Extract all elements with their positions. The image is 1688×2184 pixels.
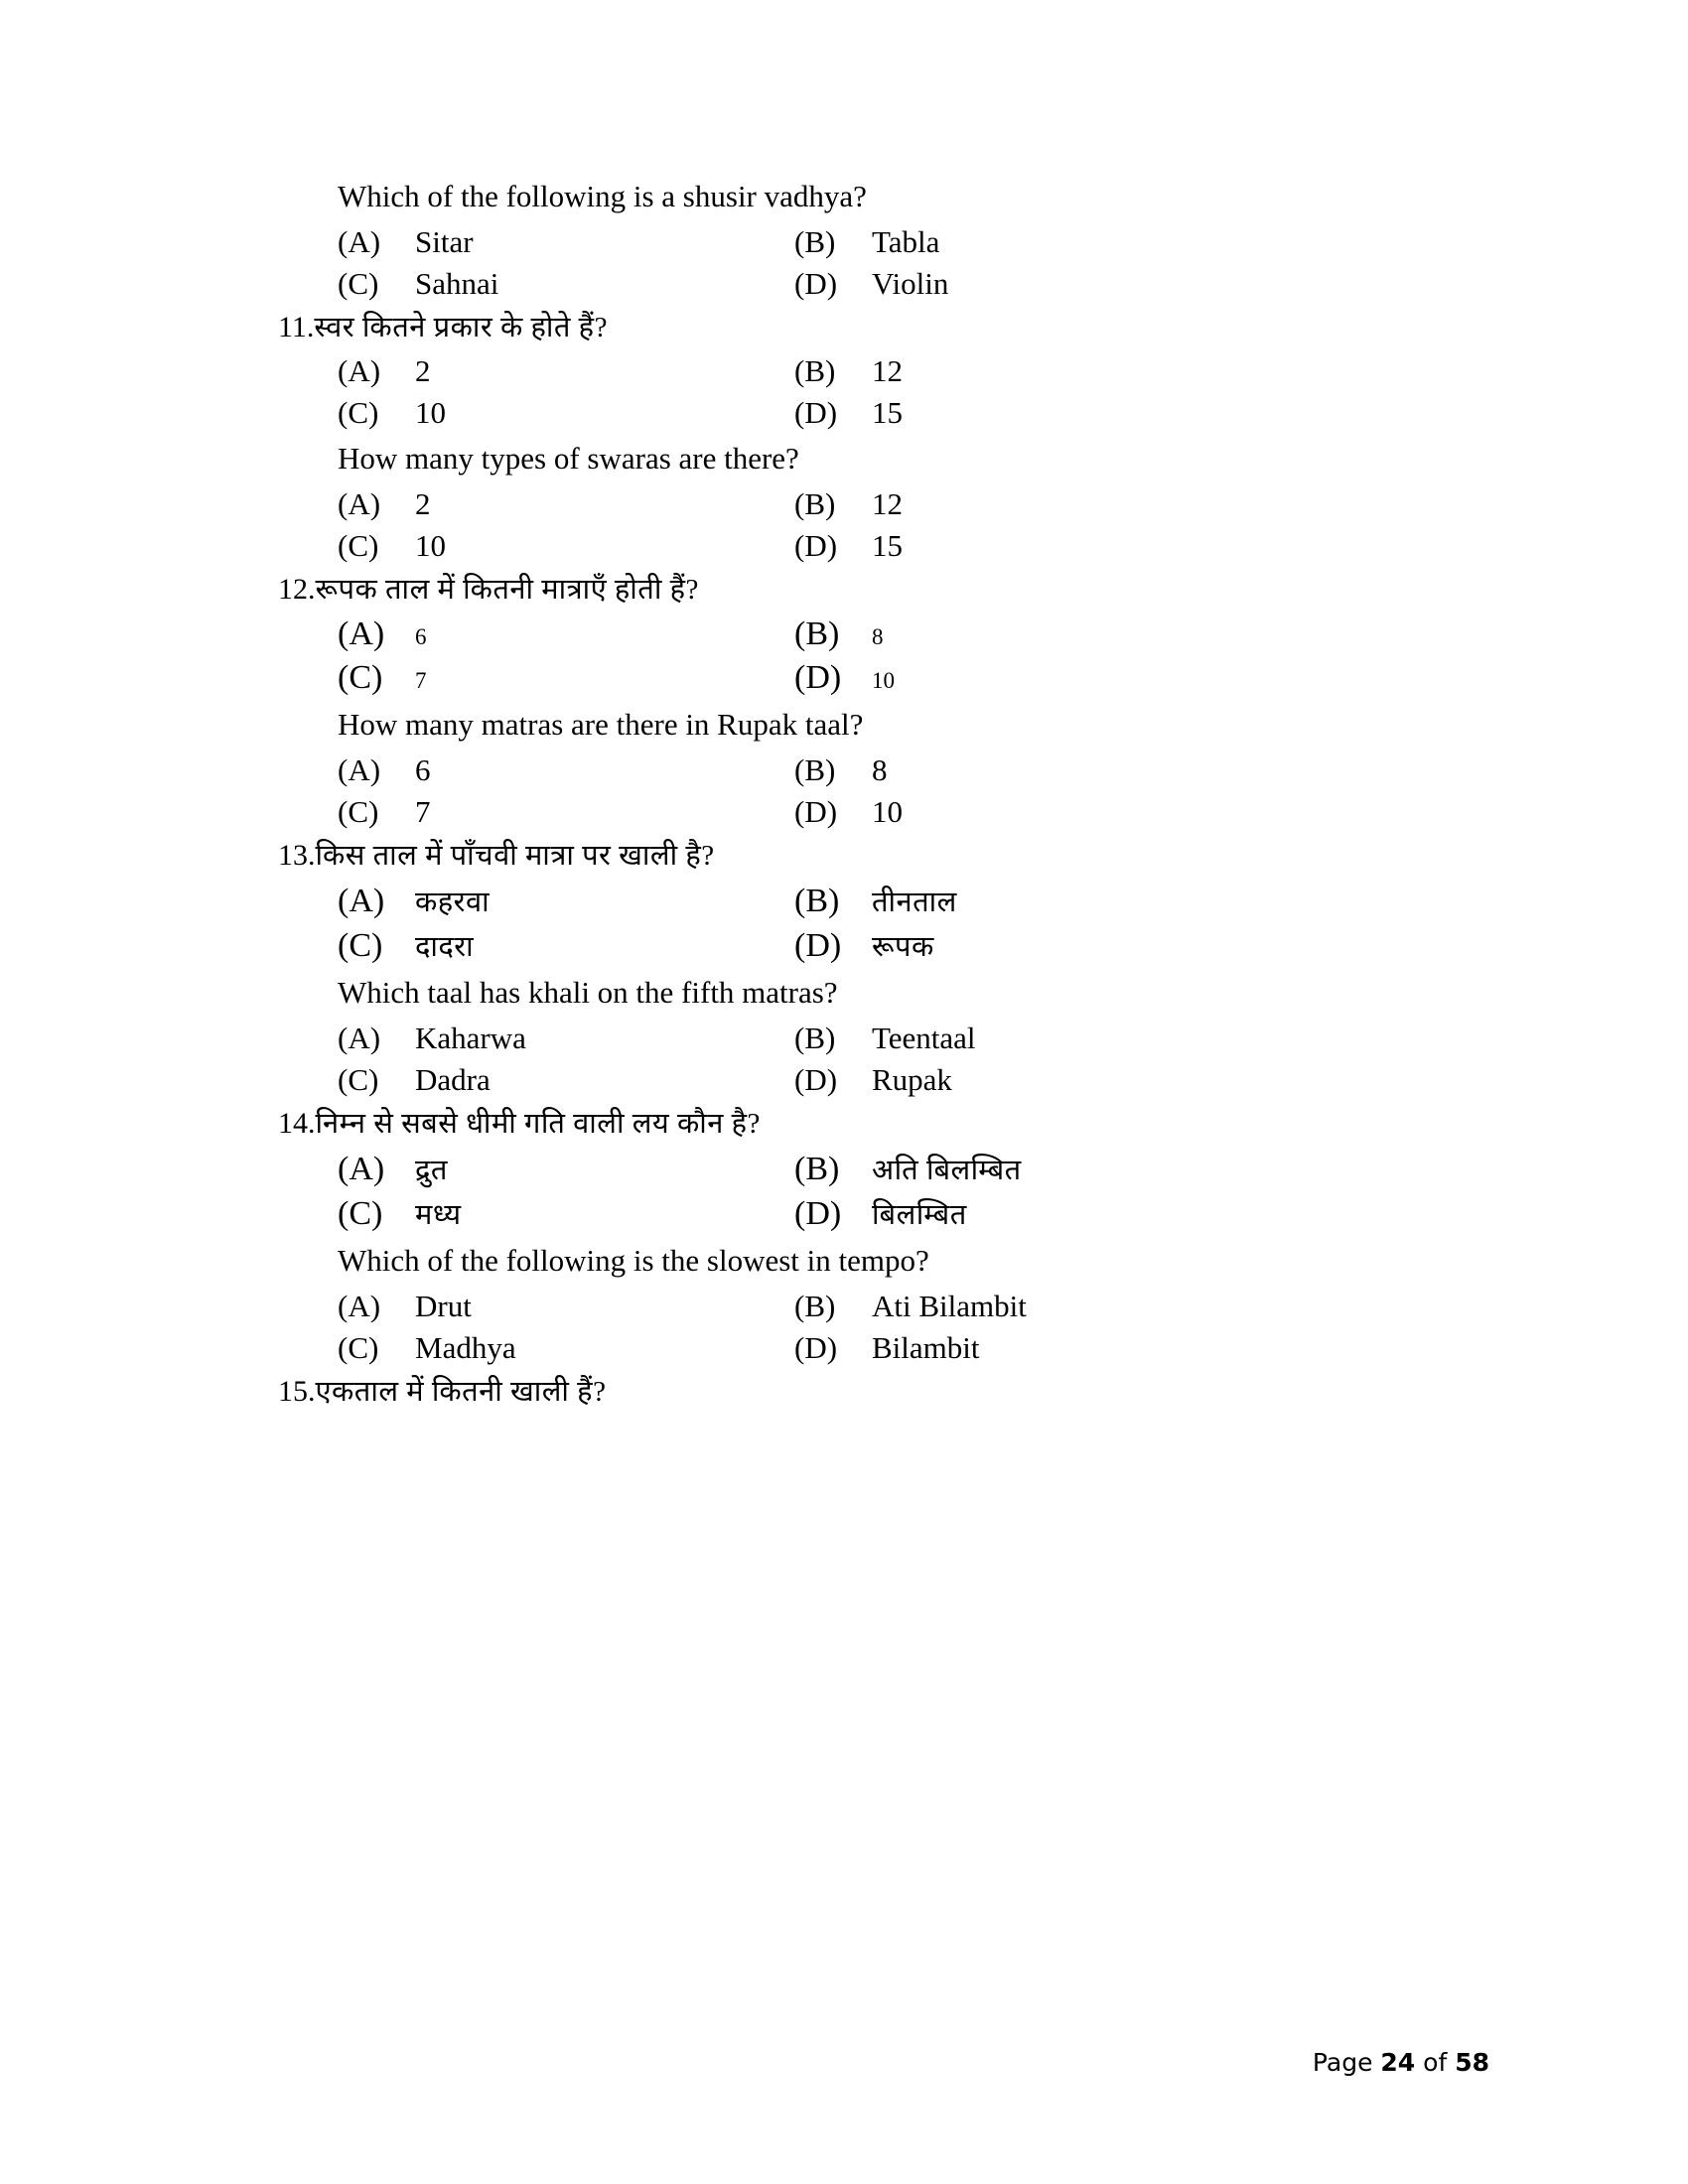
option-a[interactable] xyxy=(338,882,794,920)
question-text: Which of the following is a shusir vadhya? xyxy=(338,179,867,213)
option-label: द्रुत xyxy=(415,1154,448,1186)
option-b[interactable] xyxy=(794,1150,1022,1188)
option-d[interactable] xyxy=(794,926,934,965)
option-d[interactable] xyxy=(794,1330,980,1366)
option-key: (A) xyxy=(338,614,385,652)
question-number: 14. xyxy=(278,1107,316,1141)
option-row xyxy=(298,353,1410,389)
option-key: (B) xyxy=(794,614,840,652)
question-15-hindi xyxy=(278,1372,1410,1412)
option-c[interactable] xyxy=(338,266,794,302)
option-key: (B) xyxy=(794,1289,836,1324)
question-text: एकताल में कितनी खाली हैं? xyxy=(315,1376,607,1409)
option-key: (C) xyxy=(338,266,379,302)
question-13-hindi xyxy=(278,836,1410,876)
option-label: 8 xyxy=(872,623,884,649)
option-row xyxy=(298,1194,1410,1233)
option-key: (D) xyxy=(794,266,838,302)
question-list xyxy=(278,169,1410,1418)
option-key: (D) xyxy=(794,1194,842,1232)
option-label: कहरवा xyxy=(415,886,491,918)
option-a[interactable] xyxy=(338,1021,794,1056)
question-text: रूपक ताल में कितनी मात्राएँ होती हैं? xyxy=(315,574,699,607)
option-label: 6 xyxy=(415,623,427,649)
question-text: किस ताल में पाँचवी मात्रा पर खाली है? xyxy=(315,840,715,873)
option-label: अति बिलम्बित xyxy=(872,1154,1022,1186)
option-b[interactable] xyxy=(794,882,957,920)
option-key: (C) xyxy=(338,394,379,430)
question-14-hindi xyxy=(278,1104,1410,1144)
question-number: 11. xyxy=(278,311,315,344)
option-b[interactable] xyxy=(794,224,939,260)
page-footer-middle: of xyxy=(1415,2048,1456,2077)
option-key: (C) xyxy=(338,1194,383,1232)
option-a[interactable] xyxy=(338,1150,794,1188)
option-key: (A) xyxy=(338,752,381,788)
option-a[interactable] xyxy=(338,224,794,260)
option-key: (C) xyxy=(338,1062,379,1098)
option-key: (B) xyxy=(794,752,836,788)
question-11-english xyxy=(338,439,1410,478)
option-label: 2 xyxy=(415,486,431,522)
option-row xyxy=(298,395,1410,431)
option-key: (C) xyxy=(338,528,379,564)
option-d[interactable] xyxy=(794,1194,967,1233)
option-label: 8 xyxy=(872,752,888,788)
option-label: 6 xyxy=(415,752,431,788)
option-d[interactable] xyxy=(794,395,903,431)
option-b[interactable] xyxy=(794,353,903,389)
option-label: 12 xyxy=(872,486,903,522)
option-c[interactable] xyxy=(338,794,794,830)
option-label: Teentaal xyxy=(872,1021,976,1056)
option-label: Drut xyxy=(415,1289,472,1324)
option-row xyxy=(298,1021,1410,1056)
option-b[interactable] xyxy=(794,1021,976,1056)
question-number: 13. xyxy=(278,839,316,873)
option-row xyxy=(298,659,1410,697)
option-key: (D) xyxy=(794,1330,838,1366)
option-label: 7 xyxy=(415,794,431,830)
option-key: (A) xyxy=(338,352,381,388)
page-footer xyxy=(1313,2048,1489,2077)
option-key: (B) xyxy=(794,224,836,260)
option-b[interactable] xyxy=(794,752,888,788)
question-14-english xyxy=(338,1241,1410,1281)
option-label: Sahnai xyxy=(415,266,499,302)
option-row xyxy=(298,266,1410,302)
option-label: Dadra xyxy=(415,1062,491,1098)
option-label: 10 xyxy=(415,394,446,430)
option-key: (B) xyxy=(794,1150,840,1187)
option-label: 7 xyxy=(415,667,427,693)
question-text: Which of the following is the slowest in tempo? xyxy=(338,1242,929,1278)
question-11-hindi xyxy=(278,308,1410,347)
option-key: (B) xyxy=(794,882,840,919)
option-row xyxy=(298,794,1410,830)
option-key: (B) xyxy=(794,1021,836,1056)
option-b[interactable] xyxy=(794,1289,1027,1324)
option-key: (A) xyxy=(338,224,381,260)
option-row xyxy=(298,486,1410,522)
option-key: (C) xyxy=(338,926,383,964)
option-key: (A) xyxy=(338,1150,385,1187)
option-label: मध्य xyxy=(415,1198,462,1231)
option-label: दादरा xyxy=(415,930,475,963)
option-row xyxy=(298,1062,1410,1098)
option-key: (D) xyxy=(794,794,838,830)
question-text: How many matras are there in Rupak taal? xyxy=(338,706,864,742)
option-label: Sitar xyxy=(415,224,474,260)
option-c[interactable] xyxy=(338,395,794,431)
option-c[interactable] xyxy=(338,659,794,697)
option-label: 15 xyxy=(872,528,903,564)
question-number: 12. xyxy=(278,573,316,607)
option-label: 12 xyxy=(872,352,903,388)
option-d[interactable] xyxy=(794,1062,952,1098)
question-text: How many types of swaras are there? xyxy=(338,440,799,476)
option-key: (A) xyxy=(338,486,381,522)
option-label: Bilambit xyxy=(872,1330,980,1366)
option-key: (A) xyxy=(338,1021,381,1056)
option-row xyxy=(298,528,1410,564)
option-c[interactable] xyxy=(338,926,794,965)
option-label: तीनताल xyxy=(872,886,957,918)
option-label: 10 xyxy=(415,528,446,564)
option-key: (C) xyxy=(338,658,383,696)
question-text: निम्न से सबसे धीमी गति वाली लय कौन है? xyxy=(315,1108,761,1141)
option-label: 2 xyxy=(415,352,431,388)
option-label: बिलम्बित xyxy=(872,1198,967,1231)
option-b[interactable] xyxy=(794,615,884,653)
option-d[interactable] xyxy=(794,794,903,830)
option-c[interactable] xyxy=(338,1330,794,1366)
option-d[interactable] xyxy=(794,266,948,302)
option-c[interactable] xyxy=(338,528,794,564)
option-key: (D) xyxy=(794,394,838,430)
option-c[interactable] xyxy=(338,1194,794,1233)
option-key: (C) xyxy=(338,1330,379,1366)
option-key: (A) xyxy=(338,882,385,919)
page-footer-total: 58 xyxy=(1455,2048,1489,2077)
option-a[interactable] xyxy=(338,615,794,653)
option-label: 10 xyxy=(872,794,903,830)
option-row xyxy=(298,882,1410,920)
option-a[interactable] xyxy=(338,1289,794,1324)
option-label: 10 xyxy=(872,667,895,693)
page-footer-current: 24 xyxy=(1380,2048,1416,2077)
option-label: Tabla xyxy=(872,224,940,260)
option-label: Ati Bilambit xyxy=(872,1289,1027,1324)
question-12-hindi xyxy=(278,570,1410,610)
option-label: 15 xyxy=(872,394,903,430)
option-row xyxy=(298,1289,1410,1324)
option-row xyxy=(298,224,1410,260)
option-key: (A) xyxy=(338,1289,381,1324)
option-d[interactable] xyxy=(794,659,895,697)
question-text: स्वर कितने प्रकार के होते हैं? xyxy=(314,312,608,344)
question-text: Which taal has khali on the fifth matras? xyxy=(338,974,838,1010)
option-row xyxy=(298,1330,1410,1366)
option-key: (D) xyxy=(794,1062,838,1098)
option-key: (D) xyxy=(794,528,838,564)
question-13-english xyxy=(338,973,1410,1013)
option-label: Violin xyxy=(872,266,949,302)
option-c[interactable] xyxy=(338,1062,794,1098)
question-text-english xyxy=(338,177,1410,216)
option-label: Madhya xyxy=(415,1330,516,1366)
question-12-english xyxy=(338,705,1410,745)
option-key: (B) xyxy=(794,352,836,388)
option-row xyxy=(298,615,1410,653)
option-key: (D) xyxy=(794,926,842,964)
option-a[interactable] xyxy=(338,353,794,389)
option-a[interactable] xyxy=(338,486,794,522)
question-number: 15. xyxy=(278,1375,316,1409)
option-key: (B) xyxy=(794,486,836,522)
option-a[interactable] xyxy=(338,752,794,788)
option-row xyxy=(298,926,1410,965)
option-row xyxy=(298,1150,1410,1188)
option-row xyxy=(298,752,1410,788)
option-key: (D) xyxy=(794,658,842,696)
option-b[interactable] xyxy=(794,486,903,522)
option-d[interactable] xyxy=(794,528,903,564)
option-key: (C) xyxy=(338,794,379,830)
option-label: Kaharwa xyxy=(415,1021,526,1056)
option-label: रूपक xyxy=(872,930,934,963)
page-footer-prefix: Page xyxy=(1312,2048,1381,2077)
option-label: Rupak xyxy=(872,1062,952,1098)
